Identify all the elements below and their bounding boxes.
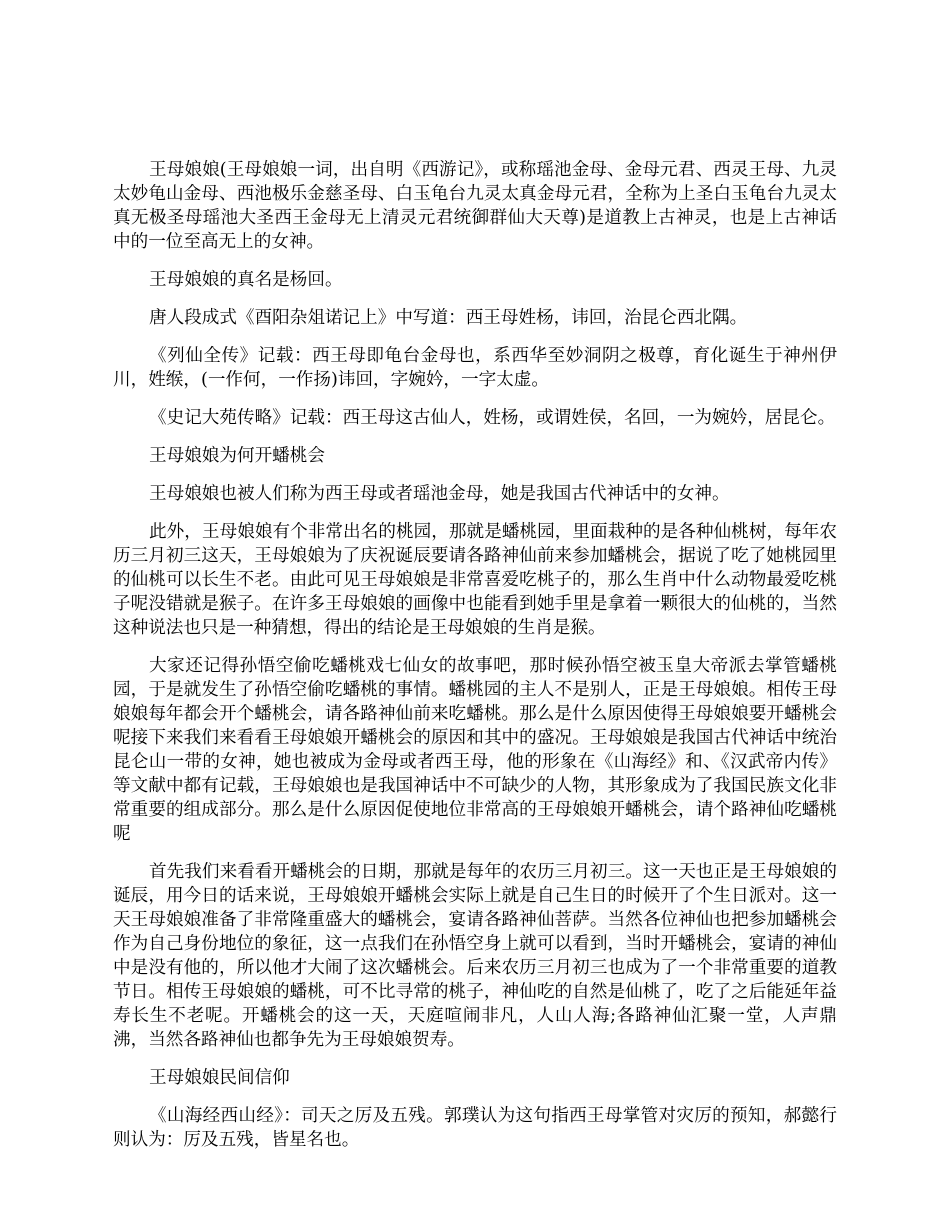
section-heading-peach-banquet: 王母娘娘为何开蟠桃会 — [149, 446, 325, 466]
paragraph-intro: 王母娘娘(王母娘娘一词，出自明《西游记》，或称瑶池金母、金母元君、西灵王母、九灵太妙龟山金母、西池极乐金慈圣母、白玉龟台九灵太真金母元君，全称为上圣白玉龟台九灵太真无极圣母瑶池大圣西王金母无上清灵元君统御群仙大天尊)是道教上古神灵，也是上古神话中的一位至高无上的女神。 — [113, 160, 837, 252]
paragraph-sun-wukong: 大家还记得孙悟空偷吃蟠桃戏七仙女的故事吧，那时候孙悟空被玉皇大帝派去掌管蟠桃园，于是就发生了孙悟空偷吃蟠桃的事情。蟠桃园的主人不是别人，正是王母娘娘。相传王母娘娘每年都会开个蟠桃会，请各路神仙前来吃蟠桃。那么是什么原因使得王母娘娘要开蟠桃会呢接下来我们来看看王母娘娘开蟠桃会的原因和其中的盛况。王母娘娘是我国古代神话中统治昆仑山一带的女神，她也被成为金母或者西王母，他的形象在《山海经》和、《汉武帝内传》等文献中都有记载，王母娘娘也是我国神话中不可缺少的人物，其形象成为了我国民族文化非常重要的组成部分。那么是什么原因促使地位非常高的王母娘娘开蟠桃会，请个路神仙吃蟠桃呢 — [113, 656, 837, 844]
paragraph-shanhaijing: 《山海经西山经》：司天之厉及五残。郭璞认为这句指西王母掌管对灾厉的预知，郝懿行则认为：厉及五残，皆星名也。 — [113, 1106, 837, 1150]
paragraph-liexian: 《列仙全传》记载：西王母即龟台金母也，系西华至妙洞阴之极尊，育化诞生于神州伊川，姓缑，(一作何，一作扬)讳回，字婉妗，一字太虚。 — [113, 346, 837, 390]
paragraph-true-name: 王母娘娘的真名是杨回。 — [149, 270, 343, 290]
paragraph-banquet-date: 首先我们来看看开蟠桃会的日期，那就是每年的农历三月初三。这一天也正是王母娘娘的诞辰，用今日的话来说，王母娘娘开蟠桃会实际上就是自己生日的时候开了个生日派对。这一天王母娘娘准备了非常隆重盛大的蟠桃会，宴请各路神仙菩萨。当然各位神仙也把参加蟠桃会作为自己身份地位的象征，这一点我们在孙悟空身上就可以看到，当时开蟠桃会，宴请的神仙中是没有他的，所以他才大闹了这次蟠桃会。后来农历三月初三也成为了一个非常重要的道教节日。相传王母娘娘的蟠桃，可不比寻常的桃子，神仙吃的自然是仙桃了，吃了之后能延年益寿长生不老呢。开蟠桃会的这一天，天庭喧闹非凡，人山人海;各路神仙汇聚一堂，人声鼎沸，当然各路神仙也都争先为王母娘娘贺寿。 — [113, 862, 837, 1050]
paragraph-shiji: 《史记大苑传略》记载：西王母这古仙人，姓杨，或谓姓侯，名回，一为婉妗，居昆仑。 — [149, 408, 836, 428]
section-heading-folk-belief: 王母娘娘民间信仰 — [149, 1068, 290, 1088]
paragraph-youyang: 唐人段成式《酉阳杂俎诺记上》中写道：西王母姓杨，讳回，治昆仑西北隅。 — [149, 308, 748, 328]
paragraph-peach-garden: 此外，王母娘娘有个非常出名的桃园，那就是蟠桃园，里面栽种的是各种仙桃树，每年农历三月初三这天，王母娘娘为了庆祝诞辰要请各路神仙前来参加蟠桃会，据说了吃了她桃园里的仙桃可以长生不老。由此可见王母娘娘是非常喜爱吃桃子的，那么生肖中什么动物最爱吃桃子呢没错就是猴子。在许多王母娘娘的画像中也能看到她手里是拿着一颗很大的仙桃的，当然这种说法也只是一种猜想，得出的结论是王母娘娘的生肖是猴。 — [113, 522, 837, 638]
paragraph-western-queen: 王母娘娘也被人们称为西王母或者瑶池金母，她是我国古代神话中的女神。 — [149, 484, 730, 504]
document-body — [113, 158, 837, 1166]
